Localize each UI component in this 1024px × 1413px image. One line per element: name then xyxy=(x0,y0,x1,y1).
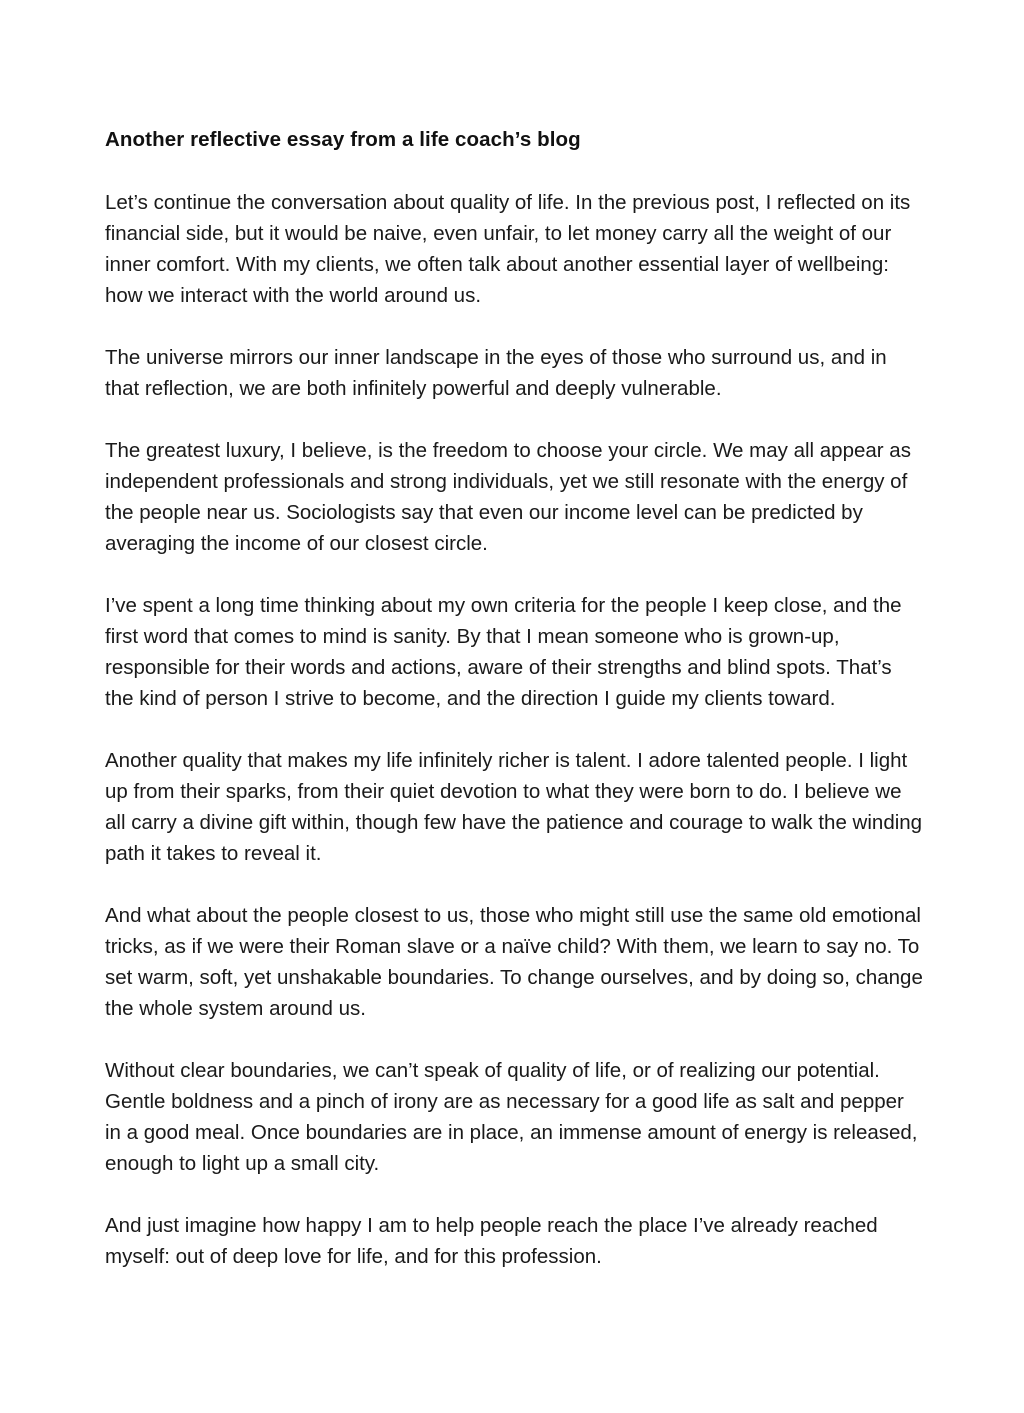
essay-paragraph-4: I’ve spent a long time thinking about my own criteria for the people I keep close, and the first word that comes to mind is sanity. By that I mean someone who is grown-up, responsible for their words and actions, aware of their strengths and blind spots. That’s the kind of person I strive to become, and the direction I guide my clients toward. xyxy=(105,594,902,710)
essay-paragraph-3: The greatest luxury, I believe, is the freedom to choose your circle. We may all appear as independent professionals and strong individuals, yet we still resonate with the energy of the people near us. Sociologists say that even our income level can be predicted by averaging the income of our closest circle. xyxy=(105,439,911,555)
essay-title: Another reflective essay from a life coach’s blog xyxy=(105,128,581,151)
essay-paragraph-6: And what about the people closest to us, those who might still use the same old emotional tricks, as if we were their Roman slave or a naïve child? With them, we learn to say no. To set warm, soft, yet unshakable boundaries. To change ourselves, and by doing so, change the whole system around us. xyxy=(105,904,923,1020)
essay-paragraph-8: And just imagine how happy I am to help people reach the place I’ve already reached myself: out of deep love for life, and for this profession. xyxy=(105,1214,878,1268)
essay-paragraph-5: Another quality that makes my life infinitely richer is talent. I adore talented people. I light up from their sparks, from their quiet devotion to what they were born to do. I believe we all carry a divine gift within, though few have the patience and courage to walk the winding path it takes to reveal it. xyxy=(105,749,923,865)
essay-paragraph-1: Let’s continue the conversation about quality of life. In the previous post, I reflected on its financial side, but it would be naive, even unfair, to let money carry all the weight of our inner comfort. With my clients, we often talk about another essential layer of wellbeing: how we interact with the world around us. xyxy=(105,191,911,307)
essay-paragraph-7: Without clear boundaries, we can’t speak of quality of life, or of realizing our potential. Gentle boldness and a pinch of irony are as necessary for a good life as salt and pepper in a good meal. Once boundaries are in place, an immense amount of energy is released, enough to light up a small city. xyxy=(105,1059,918,1175)
essay-content xyxy=(105,124,925,1303)
essay-paragraph-2: The universe mirrors our inner landscape in the eyes of those who surround us, and in that reflection, we are both infinitely powerful and deeply vulnerable. xyxy=(105,346,887,400)
